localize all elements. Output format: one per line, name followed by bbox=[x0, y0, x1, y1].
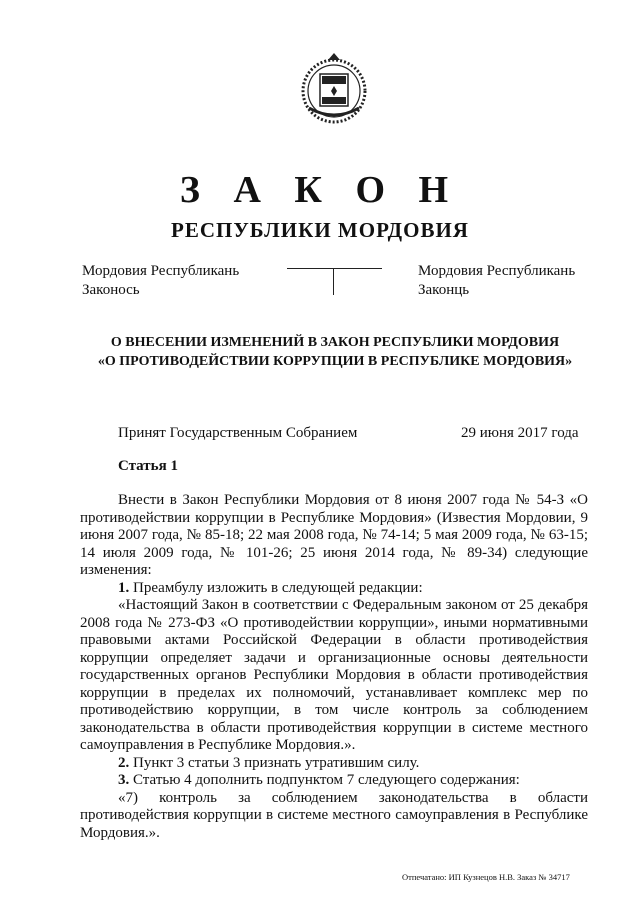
paragraph-text: «7) контроль за соблюдением законодательства в области противодействия коррупции в системе местного самоуправления в Республике Мордовия.». bbox=[80, 789, 588, 841]
paragraph-text: Внести в Закон Республики Мордовия от 8 июня 2007 года № 54-З «О противодействии коррупции в Республике Мордовия» (Известия Мордовии, 9 июня 2007 года, № 85-18; 22 мая 2008 года, № 74-14; 5 мая 2009 года, № 63-15; 14 июля 2009 года, № 101-26; 25 июня 2014 года, № 89-34) следующие изменения: bbox=[80, 492, 588, 578]
paragraph bbox=[80, 597, 588, 755]
divider-horizontal bbox=[287, 268, 382, 269]
erzya-title bbox=[418, 262, 575, 300]
paragraph-text: Преамбулу изложить в следующей редакции: bbox=[129, 579, 423, 596]
paragraph-text: «Настоящий Закон в соответствии с Федеральным законом от 25 декабря 2008 года № 273-ФЗ «О противодействии коррупции», иными нормативными правовыми актами Российской Федерации в области противодействия коррупции определяет задачи и организационные основы деятельности государственных органов Республики Мордовия в области противодействия коррупции в пределах их полномочий, устанавливает комплекс мер по противодействию коррупции, в том числе контроль за соблюдением законодательства в области противодействия коррупции в системе местного самоуправления в Республике Мордовия.». bbox=[80, 597, 588, 753]
law-heading-line2: «О ПРОТИВОДЕЙСТВИИ КОРРУПЦИИ В РЕСПУБЛИКЕ МОРДОВИЯ» bbox=[97, 354, 573, 369]
paragraph bbox=[80, 580, 588, 598]
moksha-title-line2: Законось bbox=[82, 282, 140, 298]
divider-vertical bbox=[333, 268, 334, 295]
law-heading bbox=[70, 333, 600, 371]
adopted-date: 29 июня 2017 года bbox=[461, 425, 579, 441]
article-body bbox=[80, 492, 588, 842]
paragraph bbox=[80, 772, 588, 790]
paragraph-text: Пункт 3 статьи 3 признать утратившим силу. bbox=[129, 754, 420, 771]
article-heading: Статья 1 bbox=[118, 458, 178, 474]
paragraph-number: 1. bbox=[118, 579, 130, 596]
adopted-by: Принят Государственным Собранием bbox=[118, 425, 358, 441]
law-heading-line1: О ВНЕСЕНИИ ИЗМЕНЕНИЙ В ЗАКОН РЕСПУБЛИКИ МОРДОВИЯ bbox=[110, 335, 560, 350]
paragraph bbox=[80, 790, 588, 843]
paragraph bbox=[80, 492, 588, 580]
paragraph bbox=[80, 755, 588, 773]
print-footer: Отпечатано: ИП Кузнецов Н.В. Заказ № 34717 bbox=[402, 872, 570, 882]
moksha-title-line1: Мордовия Республикань bbox=[82, 263, 240, 279]
paragraph-text: Статью 4 дополнить подпунктом 7 следующего содержания: bbox=[129, 772, 520, 788]
paragraph-number: 3. bbox=[118, 772, 130, 788]
erzya-title-line2: Законць bbox=[418, 282, 470, 298]
law-subtitle: РЕСПУБЛИКИ МОРДОВИЯ bbox=[171, 218, 469, 242]
coat-of-arms-emblem bbox=[295, 50, 373, 128]
paragraph-number: 2. bbox=[118, 754, 130, 771]
moksha-title bbox=[82, 262, 239, 300]
law-title: З А К О Н bbox=[179, 169, 461, 211]
erzya-title-line1: Мордовия Республикань bbox=[418, 263, 576, 279]
